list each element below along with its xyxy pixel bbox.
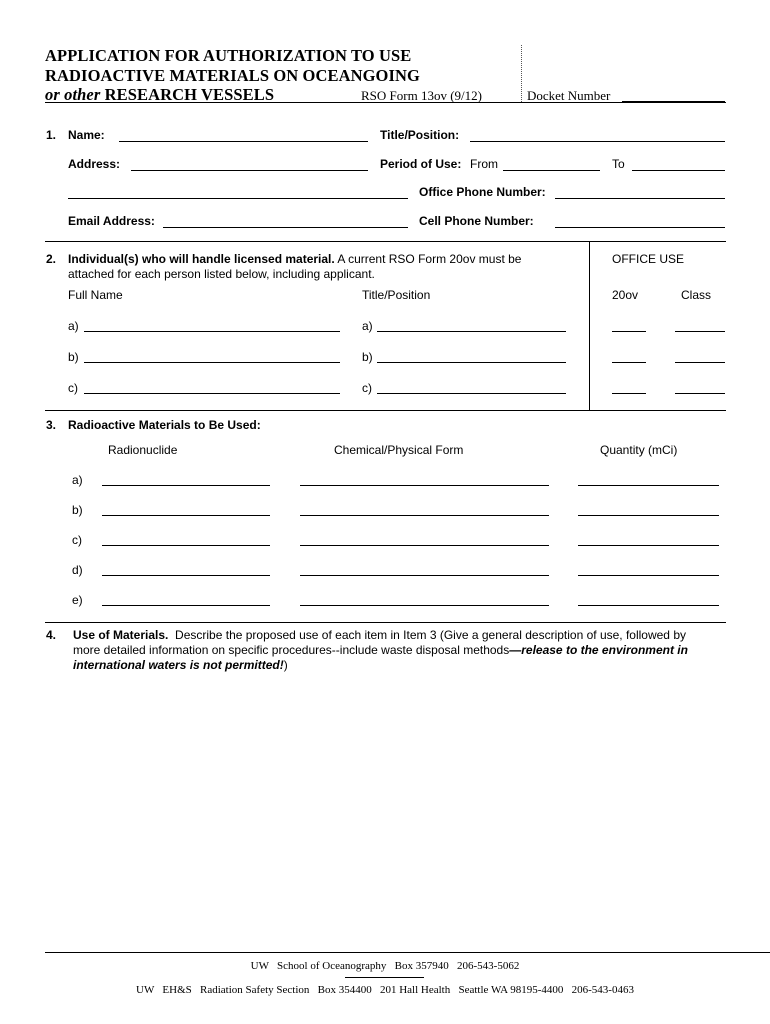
form-title-line2: RADIOACTIVE MATERIALS ON OCEANGOING: [45, 66, 420, 85]
footer-line2: UW EH&S Radiation Safety Section Box 354400 201 Hall Health Seattle WA 98195-4400 206-543-0463: [136, 984, 634, 996]
individual-name-field[interactable]: [84, 331, 340, 332]
section2-heading-bold: Individual(s) who will handle licensed material.: [68, 252, 335, 266]
cell-phone-field[interactable]: [555, 227, 725, 228]
section2-rule: [45, 410, 726, 411]
quantity-field[interactable]: [578, 485, 719, 486]
office-class-field[interactable]: [675, 331, 725, 332]
section4-text-line3: [73, 658, 288, 672]
to-label: To: [612, 157, 625, 171]
individual-title-field[interactable]: [377, 331, 566, 332]
section4-emphasis-2: international waters is not permitted!: [73, 658, 284, 672]
title-position-field[interactable]: [470, 141, 725, 142]
chemical-form-field[interactable]: [300, 575, 549, 576]
use-of-materials-textarea[interactable]: [73, 680, 729, 944]
row-letter: c): [72, 533, 82, 547]
row-letter: c): [362, 381, 372, 395]
address-field-line2[interactable]: [68, 198, 408, 199]
quantity-field[interactable]: [578, 545, 719, 546]
section3-heading: Radioactive Materials to Be Used:: [68, 418, 261, 432]
col-20ov-header: 20ov: [612, 288, 639, 302]
office-20ov-field[interactable]: [612, 331, 646, 332]
row-letter: b): [362, 350, 373, 364]
section4-heading-bold: Use of Materials.: [73, 628, 169, 642]
radionuclide-field[interactable]: [102, 605, 270, 606]
radionuclide-field[interactable]: [102, 545, 270, 546]
quantity-field[interactable]: [578, 605, 719, 606]
name-label: Name:: [68, 128, 105, 142]
title-position-label: Title/Position:: [380, 128, 460, 142]
title-position-header: Title/Position: [362, 288, 431, 302]
address-label: Address:: [68, 157, 121, 171]
footer-rule: [45, 952, 770, 953]
section4-text-line2: [73, 643, 688, 657]
chemical-form-field[interactable]: [300, 605, 549, 606]
email-field[interactable]: [163, 227, 408, 228]
individual-name-field[interactable]: [84, 362, 340, 363]
title-rest-part: RESEARCH VESSELS: [104, 85, 275, 104]
section3-rule: [45, 622, 726, 623]
row-letter: b): [72, 503, 83, 517]
full-name-header: Full Name: [68, 288, 123, 302]
period-to-field[interactable]: [632, 170, 725, 171]
section4-description-1: Describe the proposed use of each item in Item 3 (Give a general description of use, followed by: [175, 628, 686, 642]
row-letter: c): [68, 381, 78, 395]
section2-heading: [68, 252, 521, 266]
section4-emphasis-1: —release to the environment in: [509, 643, 688, 657]
title-italic-part: or other: [45, 85, 101, 104]
row-letter: d): [72, 563, 83, 577]
footer-separator: [345, 977, 424, 978]
section2-number: 2.: [46, 252, 57, 266]
chemical-form-field[interactable]: [300, 485, 549, 486]
quantity-field[interactable]: [578, 515, 719, 516]
email-label: Email Address:: [68, 214, 155, 228]
section1-rule: [45, 241, 726, 242]
office-20ov-field[interactable]: [612, 393, 646, 394]
section4-text-line1: [73, 628, 686, 642]
cell-phone-label: Cell Phone Number:: [419, 214, 534, 228]
col-class-header: Class: [681, 288, 712, 302]
office-phone-field[interactable]: [555, 198, 725, 199]
section2-heading-line2: attached for each person listed below, including applicant.: [68, 267, 375, 281]
radionuclide-field[interactable]: [102, 515, 270, 516]
period-from-field[interactable]: [503, 170, 600, 171]
name-field[interactable]: [119, 141, 368, 142]
chemical-form-field[interactable]: [300, 515, 549, 516]
quantity-field[interactable]: [578, 575, 719, 576]
section4-close-paren: ): [283, 658, 288, 672]
office-use-divider: [589, 241, 590, 410]
office-phone-label: Office Phone Number:: [419, 185, 546, 199]
office-20ov-field[interactable]: [612, 362, 646, 363]
radionuclide-field[interactable]: [102, 485, 270, 486]
section3-number: 3.: [46, 418, 57, 432]
row-letter: b): [68, 350, 79, 364]
section4-description-2: more detailed information on specific procedures--include waste disposal methods: [73, 643, 510, 657]
office-class-field[interactable]: [675, 362, 725, 363]
footer-line1: UW School of Oceanography Box 357940 206-543-5062: [250, 960, 520, 972]
individual-title-field[interactable]: [377, 393, 566, 394]
period-of-use-label: Period of Use:: [380, 157, 462, 171]
address-field[interactable]: [131, 170, 368, 171]
individual-title-field[interactable]: [377, 362, 566, 363]
section1-number: 1.: [46, 128, 57, 142]
radionuclide-field[interactable]: [102, 575, 270, 576]
header-rule: [45, 102, 726, 103]
chemical-form-field[interactable]: [300, 545, 549, 546]
form-title-line1: APPLICATION FOR AUTHORIZATION TO USE: [45, 46, 412, 65]
row-letter: e): [72, 593, 83, 607]
section4-number: 4.: [46, 628, 57, 642]
col-form-header: Chemical/Physical Form: [334, 443, 464, 457]
office-use-label: OFFICE USE: [612, 252, 685, 266]
row-letter: a): [72, 473, 83, 487]
docket-number-label: Docket Number: [527, 88, 611, 103]
header-divider: [521, 45, 522, 102]
section2-heading-rest: A current RSO Form 20ov must be: [337, 252, 522, 266]
office-class-field[interactable]: [675, 393, 725, 394]
col-radionuclide-header: Radionuclide: [108, 443, 178, 457]
individual-name-field[interactable]: [84, 393, 340, 394]
form-id: RSO Form 13ov (9/12): [361, 88, 482, 103]
from-label: From: [470, 157, 498, 171]
row-letter: a): [362, 319, 373, 333]
col-quantity-header: Quantity (mCi): [600, 443, 678, 457]
row-letter: a): [68, 319, 79, 333]
